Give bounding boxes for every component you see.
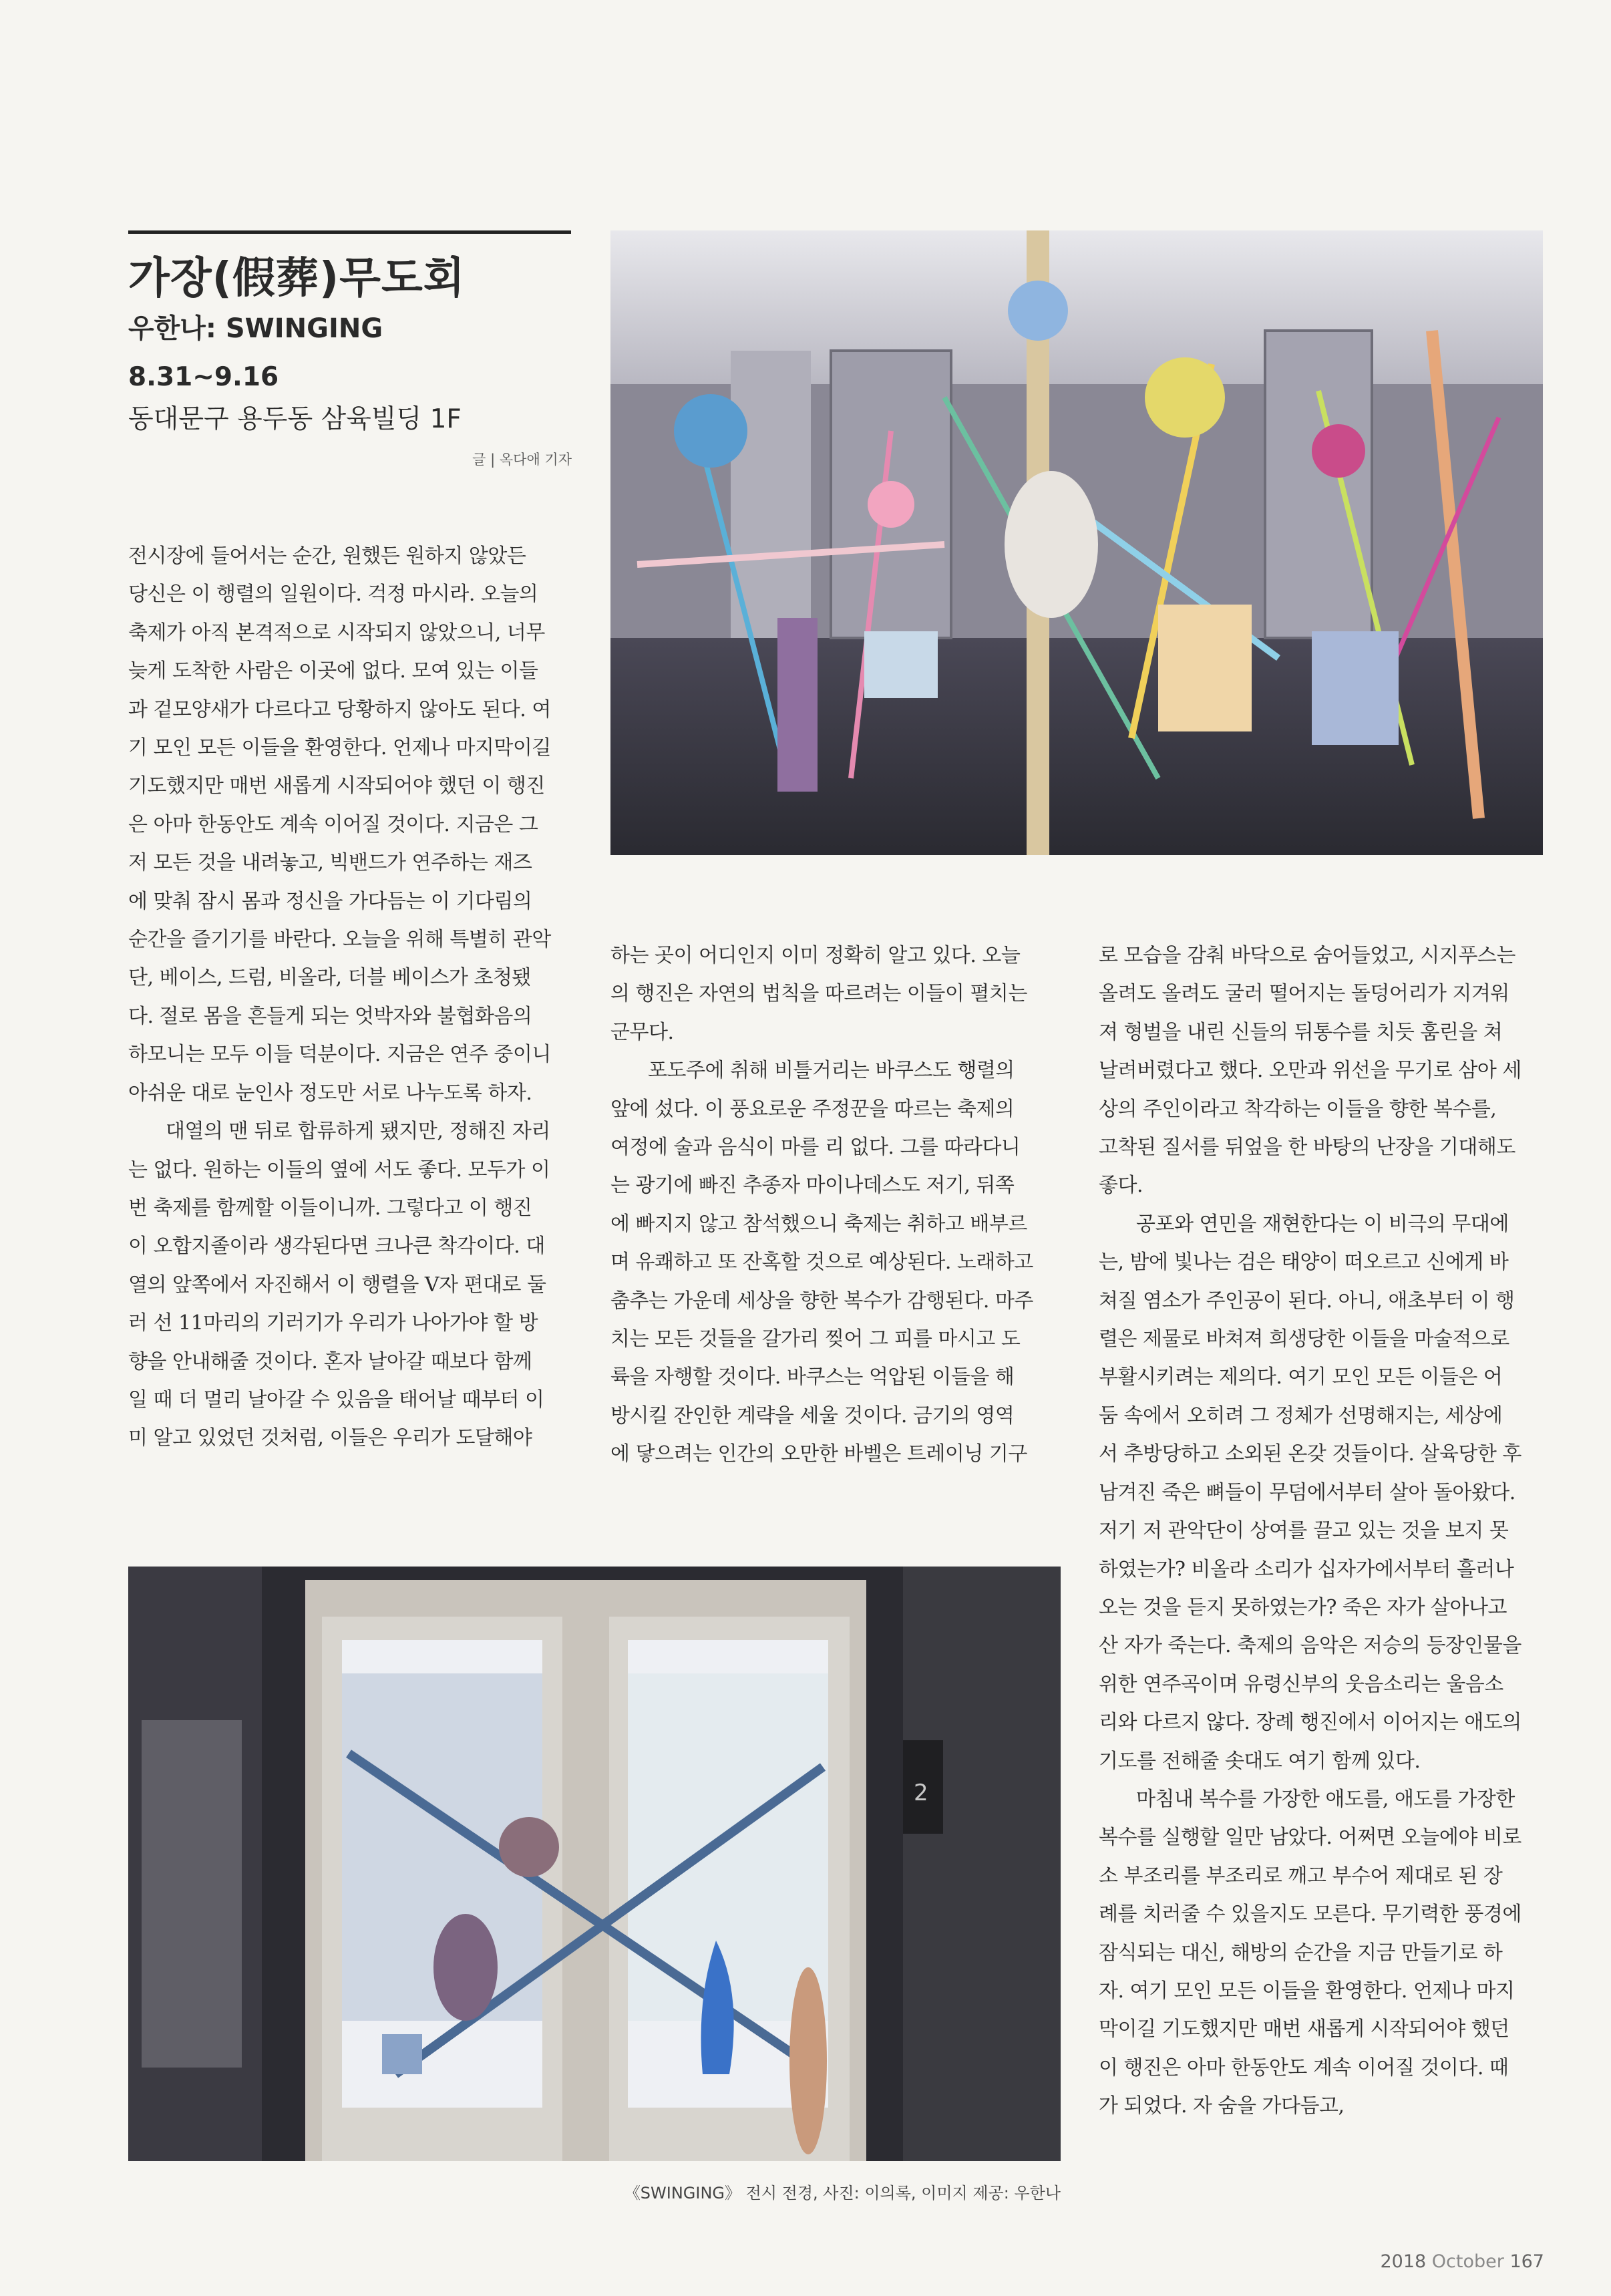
- exhibition-venue: 동대문구 용두동 삼육빌딩 1F: [128, 404, 462, 434]
- byline: 글 | 옥다애 기자: [472, 452, 572, 468]
- installation-illustration: [610, 230, 1543, 855]
- article-column-1: [128, 537, 573, 1458]
- artist-subtitle: 우한나: SWINGING: [128, 313, 383, 344]
- paragraph: 공포와 연민을 재현한다는 이 비극의 무대에 는, 밤에 빛나는 검은 태양이 떠오르고 신에게 바 쳐질 염소가 주인공이 된다. 아니, 애초부터 이 행 렬은 제물로 바쳐져 희생당한 이들을 마술적으로 부활시키려는 제의다. 여기 모인 모든 이들은 어 둠 속에서 오히려 그 정체가 선명해지는, 세상에 서 추방당하고 소외된 온갖 것들이다. 살육당한 후 남겨진 죽은 뼈들이 무덤에서부터 살아 돌아왔다. 저기 저 관악단이 상여를 끌고 있는 것을 보지 못 하였는가? 비올라 소리가 십자가에서부터 흘러나 오는 것을 듣지 못하였는가? 죽은 자가 살아나고 산 자가 죽는다. 축제의 음악은 저승의 등장인물을 위한 연주곡이며 유령신부의 웃음소리는 울음소 리와 다르지 않다. 장례 행진에서 이어지는 애도의 기도를 전해줄 솟대도 여기 함께 있다.: [1099, 1212, 1522, 1773]
- exhibition-dates: 8.31~9.16: [128, 362, 279, 392]
- storefront-illustration: [128, 1567, 1061, 2161]
- title-rule: [128, 230, 571, 234]
- paragraph: 포도주에 취해 비틀거리는 바쿠스도 행렬의 앞에 섰다. 이 풍요로운 주정꾼을 따르는 축제의 여정에 술과 음식이 마를 리 없다. 그를 따라다니 는 광기에 빠진 추종자 마이나데스도 저기, 뒤쪽 에 빠지지 않고 참석했으니 축제는 취하고 배부르 며 유쾌하고 또 잔혹할 것으로 예상된다. 노래하고 춤추는 가운데 세상을 향한 복수가 감행된다. 마주 치는 모든 것들을 갈가리 찢어 그 피를 마시고 도 륙을 자행할 것이다. 바쿠스는 억압된 이들을 해 방시킬 잔인한 계략을 세울 것이다. 금기의 영역 에 닿으려는 인간의 오만한 바벨은 트레이닝 기구: [610, 1059, 1033, 1466]
- article-title: 가장(假葬)무도회: [128, 254, 466, 303]
- paragraph: 대열의 맨 뒤로 합류하게 됐지만, 정해진 자리 는 없다. 원하는 이들의 옆에 서도 좋다. 모두가 이 번 축제를 함께할 이들이니까. 그렇다고 이 행진 이 오합지졸이라 생각된다면 크나큰 착각이다. 대 열의 앞쪽에서 자진해서 이 행렬을 V자 편대로 둘 러 선 11마리의 기러기가 우리가 나아가야 할 방 향을 안내해줄 것이다. 혼자 날아갈 때보다 함께 일 때 더 멀리 날아갈 수 있음을 태어날 때부터 이 미 알고 있었던 것처럼, 이들은 우리가 도달해야: [128, 1120, 550, 1450]
- door-sign: 2: [914, 1780, 928, 1806]
- paragraph: 로 모습을 감춰 바닥으로 숨어들었고, 시지푸스는 올려도 올려도 굴러 떨어지는 돌덩어리가 지겨워 져 형벌을 내린 신들의 뒤통수를 치듯 훔린을 쳐 날려버렸다고 했다. 오만과 위선을 무기로 삼아 세 상의 주인이라고 착각하는 이들을 향한 복수를, 고착된 질서를 뒤엎을 한 바탕의 난장을 기대해도 좋다.: [1099, 944, 1522, 1198]
- installation-photo: [610, 230, 1543, 855]
- photo-caption: 《SWINGING》 전시 전경, 사진: 이의록, 이미지 제공: 우한나: [624, 2184, 1061, 2202]
- article-column-2: [610, 937, 1060, 1474]
- paragraph: 하는 곳이 어디인지 이미 정확히 알고 있다. 오늘 의 행진은 자연의 법칙을 따르려는 이들이 펼치는 군무다.: [610, 944, 1027, 1044]
- page-footer: [1380, 2251, 1544, 2272]
- paragraph: 전시장에 들어서는 순간, 원했든 원하지 않았든 당신은 이 행렬의 일원이다. 걱정 마시라. 오늘의 축제가 아직 본격적으로 시작되지 않았으니, 너무 늦게 도착한 사람은 이곳에 없다. 모여 있는 이들 과 겉모양새가 다르다고 당황하지 않아도 된다. 여 기 모인 모든 이들을 환영한다. 언제나 마지막이길 기도했지만 매번 새롭게 시작되어야 했던 이 행진 은 아마 한동안도 계속 이어질 것이다. 지금은 그 저 모든 것을 내려놓고, 빅밴드가 연주하는 재즈 에 맞춰 잠시 몸과 정신을 가다듬는 이 기다림의 순간을 즐기기를 바란다. 오늘을 위해 특별히 관악 단, 베이스, 드럼, 비올라, 더블 베이스가 초청됐 다. 절로 몸을 흔들게 되는 엇박자와 불협화음의 하모니는 모두 이들 덕분이다. 지금은 연주 중이니 아쉬운 대로 눈인사 정도만 서로 나누도록 하자.: [128, 544, 551, 1105]
- storefront-photo: [128, 1567, 1061, 2161]
- paragraph: 마침내 복수를 가장한 애도를, 애도를 가장한 복수를 실행할 일만 남았다. 어쩌면 오늘에야 비로 소 부조리를 부조리로 깨고 부수어 제대로 된 장 례를 치러줄 수 있을지도 모른다. 무기력한 풍경에 잠식되는 대신, 해방의 순간을 지금 만들기로 하 자. 여기 모인 모든 이들을 환영한다. 언제나 마지 막이길 기도했지만 매번 새롭게 시작되어야 했던 이 행진은 아마 한동안도 계속 이어질 것이다. 때 가 되었다. 자 숨을 가다듬고,: [1099, 1787, 1522, 2118]
- footer-month: October: [1431, 2251, 1504, 2272]
- footer-year: 2018: [1380, 2251, 1427, 2272]
- article-column-3: [1099, 937, 1543, 2126]
- page-number: 167: [1509, 2251, 1544, 2272]
